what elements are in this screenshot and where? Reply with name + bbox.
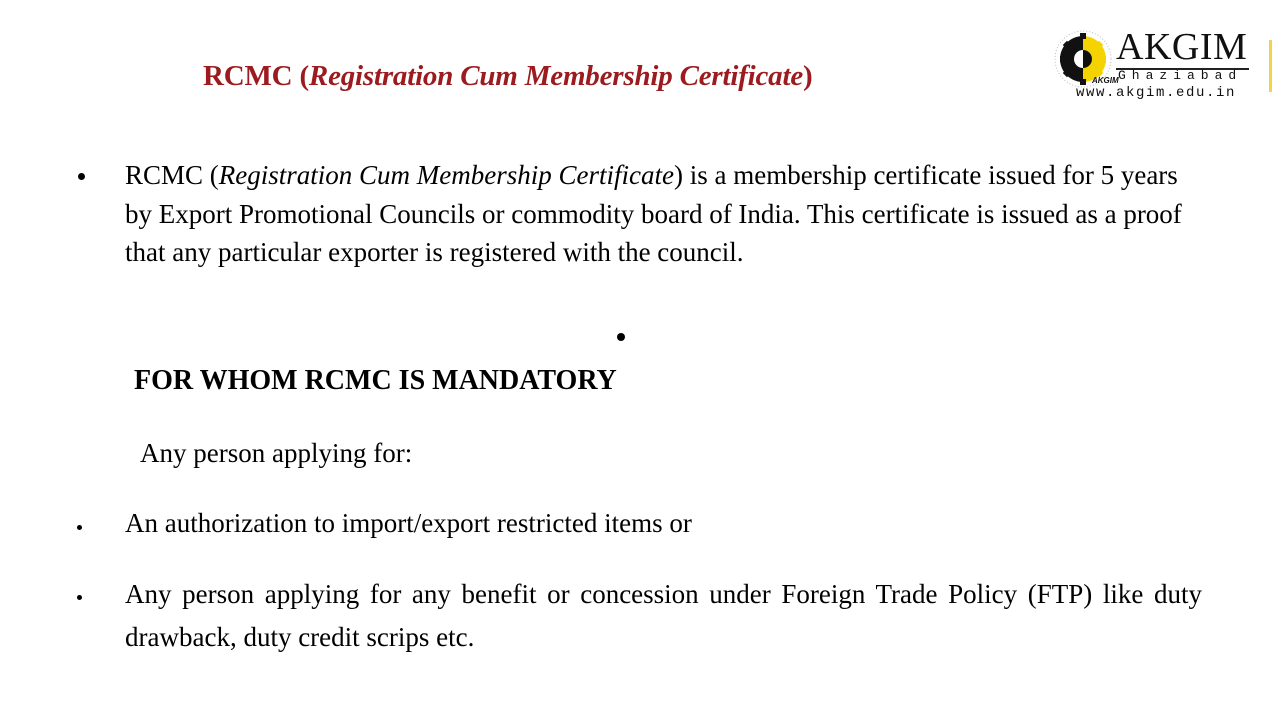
bullet-icon — [77, 525, 82, 530]
section-heading: FOR WHOM RCMC IS MANDATORY — [134, 365, 617, 396]
title-suffix: ) — [803, 60, 813, 92]
list-item: Any person applying for any benefit or concession under Foreign Trade Policy (FTP) like duty drawback, duty credit scrips etc. — [125, 579, 1202, 652]
definition-paragraph — [125, 156, 1210, 272]
logo-tag: AKGIM — [1092, 76, 1119, 85]
list-item: An authorization to import/export restricted items or — [125, 508, 692, 538]
bullet-icon — [617, 333, 625, 341]
title-prefix: RCMC ( — [203, 60, 309, 92]
para-italic: Registration Cum Membership Certificate — [218, 160, 674, 190]
akgim-logo — [1052, 28, 1252, 104]
para-rest: ) is a membership certificate issued for 5 years by Export Promotional Councils or commodity board of India. This certificate is issued as a proof that any particular exporter is registered with the council. — [125, 160, 1182, 267]
logo-city: Ghaziabad — [1118, 68, 1243, 83]
para-prefix: RCMC ( — [125, 160, 219, 190]
accent-bar — [1269, 40, 1272, 92]
logo-url: www.akgim.edu.in — [1076, 85, 1237, 101]
logo-name: AKGIM — [1116, 26, 1248, 68]
slide-title — [203, 60, 812, 93]
bullet-icon — [78, 173, 85, 180]
title-italic: Registration Cum Membership Certificate — [308, 60, 804, 92]
intro-text: Any person applying for: — [140, 438, 413, 468]
bullet-icon — [77, 595, 82, 600]
